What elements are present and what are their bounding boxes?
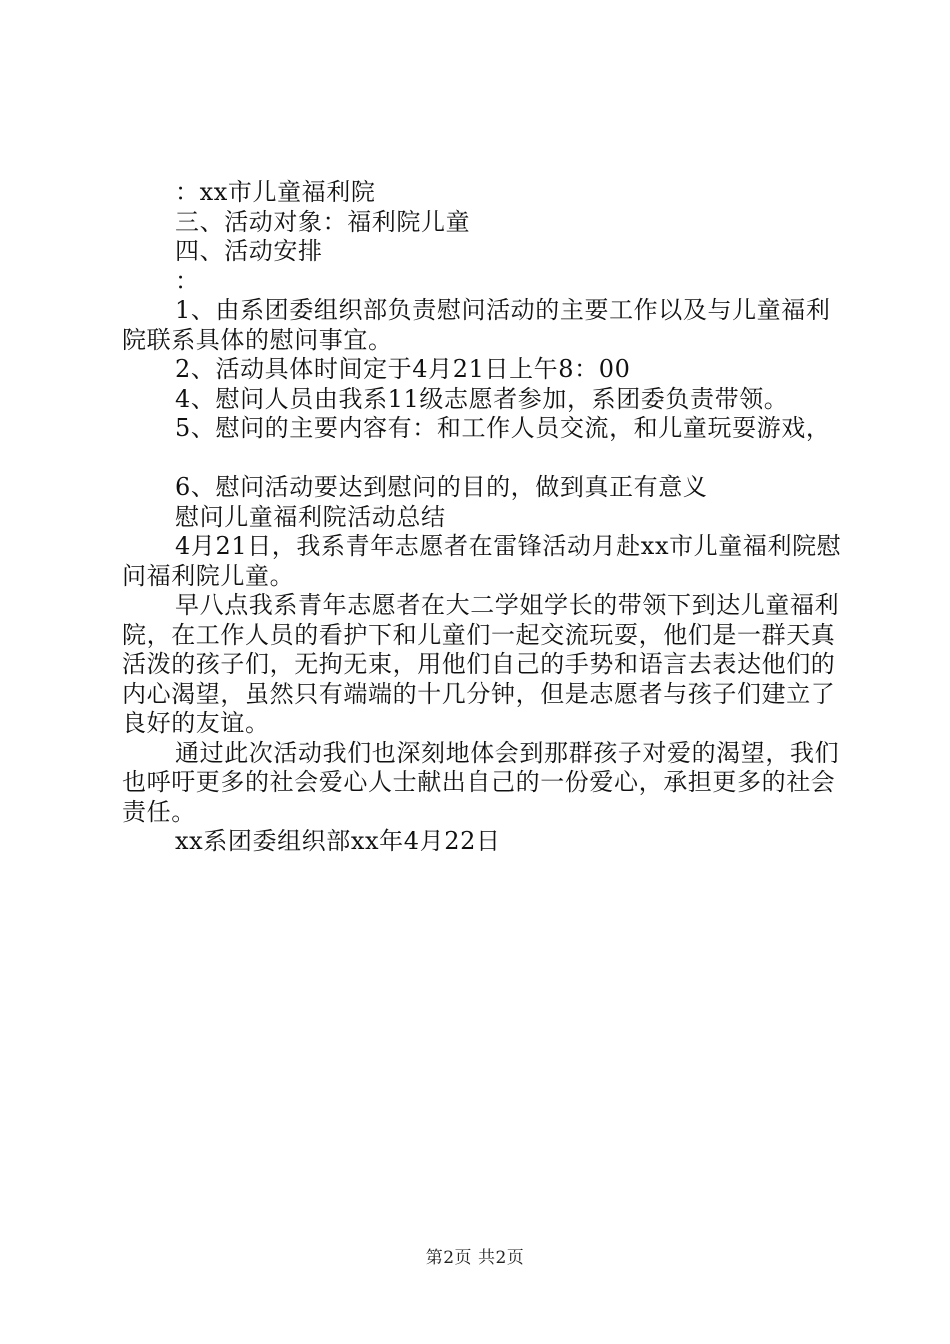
schedule-item-6: 6、慰问活动要达到慰问的目的，做到真正有意义: [175, 473, 708, 501]
schedule-item-5: 5、慰问的主要内容有：和工作人员交流，和儿童玩耍游戏，: [175, 414, 831, 442]
target-line: 三、活动对象：福利院儿童: [175, 207, 471, 236]
schedule-item-1: 1、由系团委组织部负责慰问活动的主要工作以及与儿童福利院联系具体的慰问事宜。: [122, 296, 831, 354]
document-body: [122, 178, 842, 857]
page-footer: 第2页 共2页: [425, 1248, 525, 1268]
schedule-heading: 四、活动安排: [175, 237, 323, 265]
schedule-item-2: 2、活动具体时间定于4月21日上午8：00: [175, 355, 631, 383]
summary-title: 慰问儿童福利院活动总结: [175, 502, 446, 531]
summary-paragraph-3: 通过此次活动我们也深刻地体会到那群孩子对爱的渴望，我们也呼吁更多的社会爱心人士献出自己的一份爱心，承担更多的社会责任。: [122, 738, 840, 826]
location-line: ：xx市儿童福利院: [175, 178, 376, 206]
blank-line: [122, 444, 842, 474]
summary-paragraph-2: 早八点我系青年志愿者在大二学姐学长的带领下到达儿童福利院，在工作人员的看护下和儿童们一起交流玩耍，他们是一群天真活泼的孩子们，无拘无束，用他们自己的手势和语言去表达他们的内心渴望，虽然只有端端的十几分钟，但是志愿者与孩子们建立了良好的友谊。: [122, 591, 840, 737]
signature-line: xx系团委组织部xx年4月22日: [175, 827, 501, 855]
summary-paragraph-1: 4月21日，我系青年志愿者在雷锋活动月赴xx市儿童福利院慰问福利院儿童。: [122, 532, 842, 590]
schedule-item-4: 4、慰问人员由我系11级志愿者参加，系团委负责带领。: [175, 384, 789, 413]
colon-line: ：: [175, 266, 200, 295]
